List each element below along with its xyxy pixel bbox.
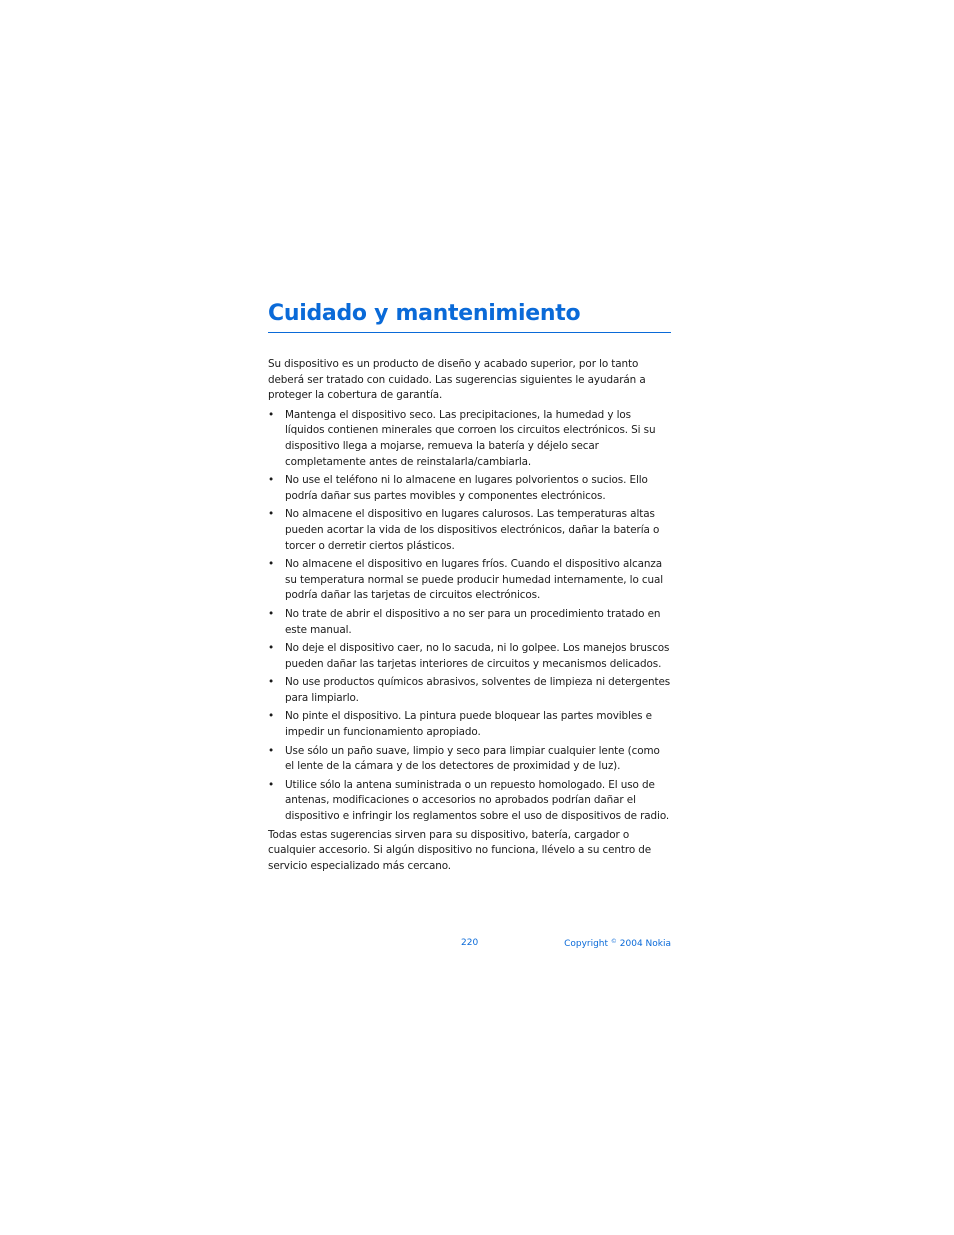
list-item	[268, 744, 671, 775]
bullet-icon: •	[268, 474, 275, 487]
list-item-text: No almacene el dispositivo en lugares fríos. Cuando el dispositivo alcanza su temperatura normal se puede producir humedad internamente, lo cual podría dañar las tarjetas de circuitos electrónicos.	[285, 558, 664, 602]
list-item	[268, 557, 671, 604]
list-item	[268, 778, 671, 825]
list-item-text: No pinte el dispositivo. La pintura puede bloquear las partes movibles e impedir un funcionamiento apropiado.	[285, 710, 652, 739]
list-item	[268, 473, 671, 504]
list-item-text: Mantenga el dispositivo seco. Las precipitaciones, la humedad y los líquidos contienen minerales que corroen los circuitos electrónicos. Si su dispositivo llega a mojarse, remueva la batería y déjelo secar completamente antes de reinstalarla/cambiarla.	[285, 408, 656, 468]
copyright-notice	[564, 938, 671, 949]
title-divider	[268, 332, 671, 333]
page-title: Cuidado y mantenimiento	[268, 301, 581, 326]
bullet-icon: •	[268, 508, 275, 521]
list-item-text: No use productos químicos abrasivos, solventes de limpieza ni detergentes para limpiarlo.	[285, 676, 671, 704]
list-item-text: No trate de abrir el dispositivo a no ser para un procedimiento tratado en este manual.	[285, 607, 661, 636]
document-page	[268, 298, 671, 878]
list-item	[268, 507, 671, 554]
list-item	[268, 408, 671, 470]
bullet-icon: •	[268, 642, 275, 655]
list-item	[268, 675, 671, 706]
list-item	[268, 709, 671, 740]
bullet-icon: •	[268, 744, 275, 757]
copyright-prefix: Copyright	[564, 939, 611, 949]
list-item-text: No almacene el dispositivo en lugares calurosos. Las temperaturas altas pueden acortar la vida de los dispositivos electrónicos, dañar la batería o torcer o derretir ciertos plásticos.	[285, 508, 660, 552]
bullet-icon: •	[268, 676, 275, 689]
bullet-icon: •	[268, 778, 275, 791]
bullet-icon: •	[268, 408, 275, 421]
page-number: 220	[461, 938, 479, 948]
copyright-suffix: 2004 Nokia	[616, 939, 671, 949]
intro-paragraph: Su dispositivo es un producto de diseño y acabado superior, por lo tanto deberá ser tratado con cuidado. Las sugerencias siguientes le ayudarán a proteger la cobertura de garantía.	[268, 358, 646, 402]
page-footer	[268, 938, 671, 952]
closing-paragraph: Todas estas sugerencias sirven para su dispositivo, batería, cargador o cualquier accesorio. Si algún dispositivo no funciona, llévelo a su centro de servicio especializado más cercano.	[268, 828, 652, 872]
list-item-text: No deje el dispositivo caer, no lo sacuda, ni lo golpee. Los manejos bruscos pueden dañar las tarjetas interiores de circuitos y mecanismos delicados.	[285, 642, 670, 670]
bullet-icon: •	[268, 710, 275, 723]
bullet-icon: •	[268, 558, 275, 571]
list-item	[268, 641, 671, 672]
care-tips-list	[268, 408, 671, 825]
list-item	[268, 607, 671, 638]
list-item-text: Utilice sólo la antena suministrada o un repuesto homologado. El uso de antenas, modificaciones o accesorios no aprobados podrían dañar el dispositivo e infringir los reglamentos sobre el uso de dispositivos de radio.	[285, 778, 670, 823]
copyright-symbol: ©	[610, 938, 617, 945]
bullet-icon: •	[268, 607, 275, 620]
list-item-text: No use el teléfono ni lo almacene en lugares polvorientos o sucios. Ello podría dañar sus partes movibles y componentes electrónicos.	[285, 474, 648, 502]
list-item-text: Use sólo un paño suave, limpio y seco para limpiar cualquier lente (como el lente de la cámara y de los detectores de proximidad y de luz).	[285, 744, 660, 773]
